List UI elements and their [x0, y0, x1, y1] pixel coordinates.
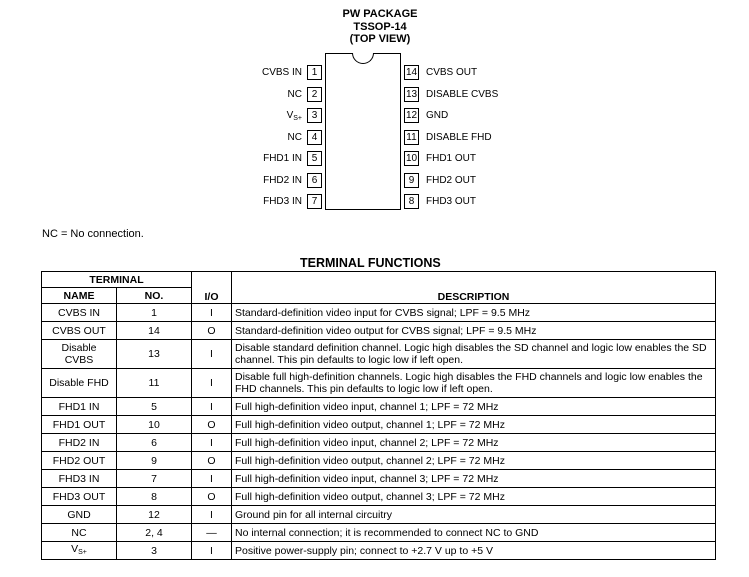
pin-3-label [212, 108, 302, 126]
pin-8-number: 8 [404, 194, 419, 209]
table-row [42, 506, 716, 524]
pin-5-number: 5 [307, 151, 322, 166]
row-no: 2, 4 [117, 524, 192, 542]
row-desc: Disable standard definition channel. Logic high disables the SD channel and logic low enables the SD channel. This pin defaults to logic low if left open. [232, 340, 716, 369]
terminal-functions-table [41, 271, 716, 560]
pin-14-number: 14 [405, 67, 418, 78]
table-title: TERMINAL FUNCTIONS [300, 256, 441, 270]
pin-7-label: FHD3 IN [263, 196, 302, 207]
row-no: 9 [117, 452, 192, 470]
pin-10-number: 10 [405, 153, 418, 164]
row-desc: Disable full high-definition channels. Logic high disables the FHD channels and logic low enables the FHD channels. This pin defaults to logic low if left open. [232, 369, 716, 398]
row-no: 1 [117, 304, 192, 322]
table-row [42, 542, 716, 560]
pin-12-number: 12 [405, 110, 418, 121]
table-row [42, 488, 716, 506]
row-name-subscript: S+ [78, 548, 87, 556]
pin-12-label: GND [426, 110, 449, 121]
pin-9-label: FHD2 OUT [426, 175, 476, 186]
row-no: 5 [117, 398, 192, 416]
table-row [42, 369, 716, 398]
row-no: 11 [117, 369, 192, 398]
table-row [42, 322, 716, 340]
header-description: DESCRIPTION [232, 272, 716, 304]
pin-2-label: NC [287, 89, 302, 100]
table-row [42, 470, 716, 488]
pin-2-number: 2 [307, 87, 322, 102]
row-no: 10 [117, 416, 192, 434]
row-io: I [192, 398, 232, 416]
row-name: Disable FHD [42, 369, 117, 398]
row-name: FHD1 OUT [42, 416, 117, 434]
pin-1-label: CVBS IN [261, 67, 302, 78]
row-io: O [192, 416, 232, 434]
package-title [0, 8, 749, 46]
row-desc: Full high-definition video input, channel 1; LPF = 72 MHz [232, 398, 716, 416]
pin-11-number: 11 [404, 130, 419, 145]
table-row [42, 398, 716, 416]
row-io: I [192, 506, 232, 524]
row-desc: Standard-definition video output for CVBS signal; LPF = 9.5 MHz [232, 322, 716, 340]
row-name: CVBS OUT [42, 322, 117, 340]
pin-3-label-subscript: S+ [293, 115, 302, 122]
header-no: NO. [117, 288, 192, 304]
row-io: I [192, 340, 232, 369]
row-io: I [192, 434, 232, 452]
row-name: FHD3 OUT [42, 488, 117, 506]
row-desc: Standard-definition video input for CVBS signal; LPF = 9.5 MHz [232, 304, 716, 322]
package-view: (TOP VIEW) [349, 33, 411, 45]
row-io: I [192, 542, 232, 560]
chip-body [325, 53, 401, 210]
package-type: TSSOP-14 [353, 20, 407, 33]
pin-14-label: CVBS OUT [426, 67, 478, 78]
row-no: 3 [117, 542, 192, 560]
row-name: FHD2 OUT [42, 452, 117, 470]
row-no: 12 [117, 506, 192, 524]
header-io: I/O [192, 272, 232, 304]
row-no: 7 [117, 470, 192, 488]
row-desc: Full high-definition video input, channel 2; LPF = 72 MHz [232, 434, 716, 452]
table-row [42, 434, 716, 452]
row-desc: Ground pin for all internal circuitry [232, 506, 716, 524]
table-row [42, 452, 716, 470]
row-desc: Full high-definition video output, channel 2; LPF = 72 MHz [232, 452, 716, 470]
row-desc: No internal connection; it is recommended to connect NC to GND [232, 524, 716, 542]
pin-4-number: 4 [307, 130, 322, 145]
row-name: FHD1 IN [42, 398, 117, 416]
row-desc: Full high-definition video output, channel 3; LPF = 72 MHz [232, 488, 716, 506]
package-name: PW PACKAGE [342, 8, 418, 20]
row-desc: Full high-definition video input, channel 3; LPF = 72 MHz [232, 470, 716, 488]
row-io: I [192, 369, 232, 398]
row-no: 13 [117, 340, 192, 369]
row-name: NC [42, 524, 117, 542]
row-desc: Full high-definition video output, channel 1; LPF = 72 MHz [232, 416, 716, 434]
row-name-main: V [71, 542, 79, 555]
pin-5-label: FHD1 IN [263, 153, 302, 164]
pin-7-number: 7 [307, 194, 322, 209]
row-name: CVBS IN [42, 304, 117, 322]
pin-4-label: NC [287, 132, 302, 143]
row-io: O [192, 322, 232, 340]
table-row [42, 304, 716, 322]
table-row [42, 524, 716, 542]
row-name: FHD3 IN [42, 470, 117, 488]
pin-3-label-main: V [286, 110, 294, 121]
row-io: O [192, 452, 232, 470]
row-io: O [192, 488, 232, 506]
row-no: 6 [117, 434, 192, 452]
table-row [42, 340, 716, 369]
row-no: 14 [117, 322, 192, 340]
pin-3-number: 3 [307, 108, 322, 123]
pin-11-label: DISABLE FHD [426, 132, 492, 143]
pin-9-number: 9 [404, 173, 419, 188]
pin-6-label: FHD2 IN [263, 175, 302, 186]
row-name [42, 542, 117, 560]
row-name: FHD2 IN [42, 434, 117, 452]
pin-13-number: 13 [405, 89, 418, 100]
pin-10-label: FHD1 OUT [426, 153, 476, 164]
header-name: NAME [42, 288, 117, 304]
pin-1-number: 1 [307, 65, 322, 80]
pin-6-number: 6 [307, 173, 322, 188]
row-io: I [192, 304, 232, 322]
row-desc: Positive power-supply pin; connect to +2.7 V up to +5 V [232, 542, 716, 560]
row-io: — [192, 524, 232, 542]
row-no: 8 [117, 488, 192, 506]
row-name: Disable CVBS [42, 340, 117, 369]
row-name: GND [42, 506, 117, 524]
row-io: I [192, 470, 232, 488]
nc-note: NC = No connection. [42, 228, 144, 240]
table-row [42, 416, 716, 434]
pin-8-label: FHD3 OUT [426, 196, 476, 207]
pin-13-label: DISABLE CVBS [426, 89, 499, 100]
header-terminal: TERMINAL [42, 272, 192, 288]
